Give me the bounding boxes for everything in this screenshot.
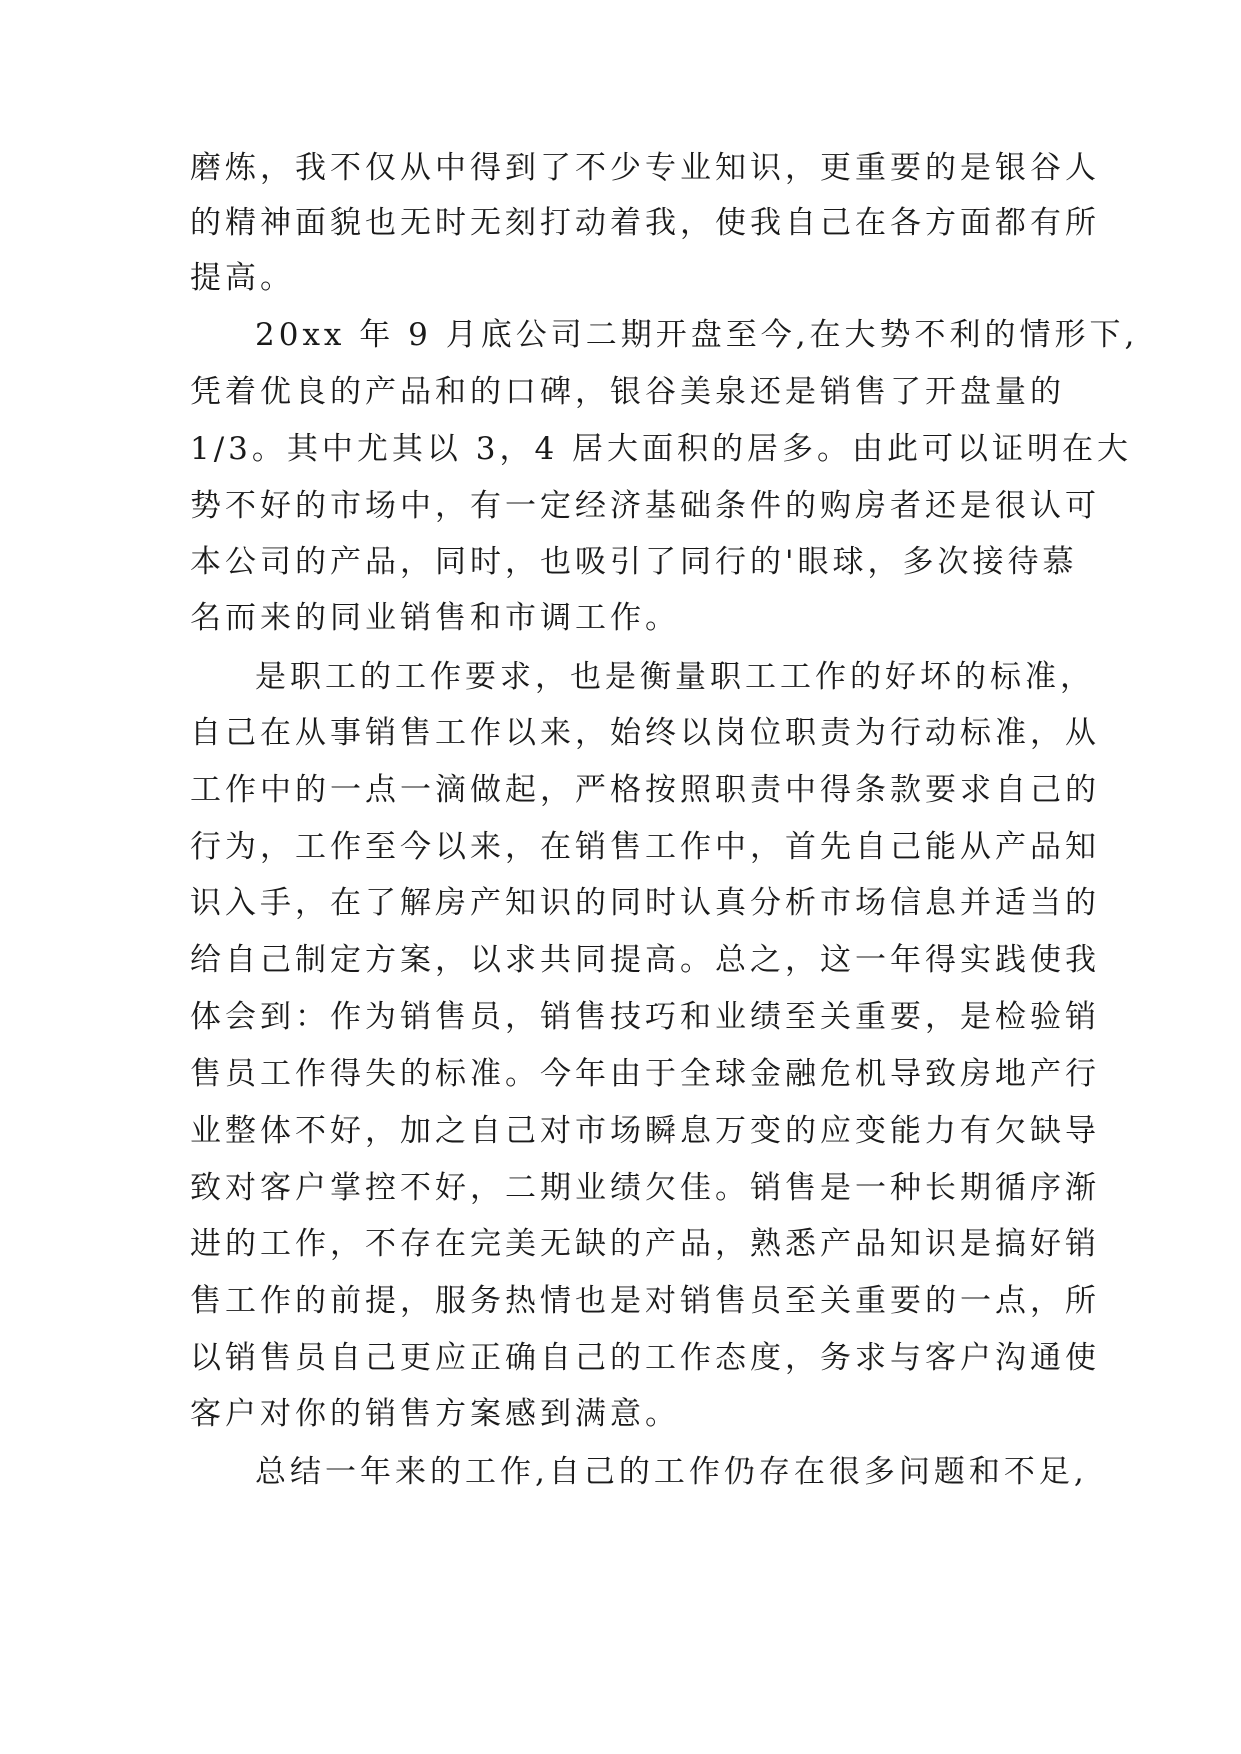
text-line: 自己在从事销售工作以来，始终以岗位职责为行动标准，从	[190, 715, 1100, 751]
text-line: 凭着优良的产品和的口碑，银谷美泉还是销售了开盘量的	[190, 374, 1065, 410]
paragraph-first-line: 20xx 年 9 月底公司二期开盘至今,在大势不利的情形下,	[255, 317, 1139, 353]
text-line: 客户对你的销售方案感到满意。	[190, 1396, 680, 1432]
text-line: 势不好的市场中，有一定经济基础条件的购房者还是很认可	[190, 488, 1100, 524]
text-line: 给自己制定方案，以求共同提高。总之，这一年得实践使我	[190, 942, 1100, 978]
text-line: 致对客户掌控不好，二期业绩欠佳。销售是一种长期循序渐	[190, 1170, 1100, 1206]
text-line: 行为，工作至今以来，在销售工作中，首先自己能从产品知	[190, 829, 1100, 865]
text-line: 业整体不好，加之自己对市场瞬息万变的应变能力有欠缺导	[190, 1113, 1100, 1149]
text-line: 名而来的同业销售和市调工作。	[190, 600, 680, 636]
paragraph-first-line: 总结一年来的工作,自己的工作仍存在很多问题和不足,	[255, 1454, 1088, 1490]
text-line: 工作中的一点一滴做起，严格按照职责中得条款要求自己的	[190, 772, 1100, 808]
text-line: 识入手，在了解房产知识的同时认真分析市场信息并适当的	[190, 885, 1100, 921]
text-line: 体会到：作为销售员，销售技巧和业绩至关重要，是检验销	[190, 999, 1100, 1035]
text-line: 1/3。其中尤其以 3，4 居大面积的居多。由此可以证明在大	[190, 431, 1133, 467]
text-line: 本公司的产品，同时，也吸引了同行的'眼球，多次接待慕	[190, 544, 1078, 580]
text-line: 提高。	[190, 260, 295, 296]
text-line: 售工作的前提，服务热情也是对销售员至关重要的一点，所	[190, 1283, 1100, 1319]
text-line: 的精神面貌也无时无刻打动着我，使我自己在各方面都有所	[190, 205, 1100, 241]
text-line: 以销售员自己更应正确自己的工作态度，务求与客户沟通使	[190, 1340, 1100, 1376]
text-line: 售员工作得失的标准。今年由于全球金融危机导致房地产行	[190, 1056, 1100, 1092]
paragraph-first-line: 是职工的工作要求，也是衡量职工工作的好坏的标准，	[255, 659, 1095, 695]
text-line: 磨炼，我不仅从中得到了不少专业知识，更重要的是银谷人	[190, 150, 1100, 186]
text-line: 进的工作，不存在完美无缺的产品，熟悉产品知识是搞好销	[190, 1226, 1100, 1262]
